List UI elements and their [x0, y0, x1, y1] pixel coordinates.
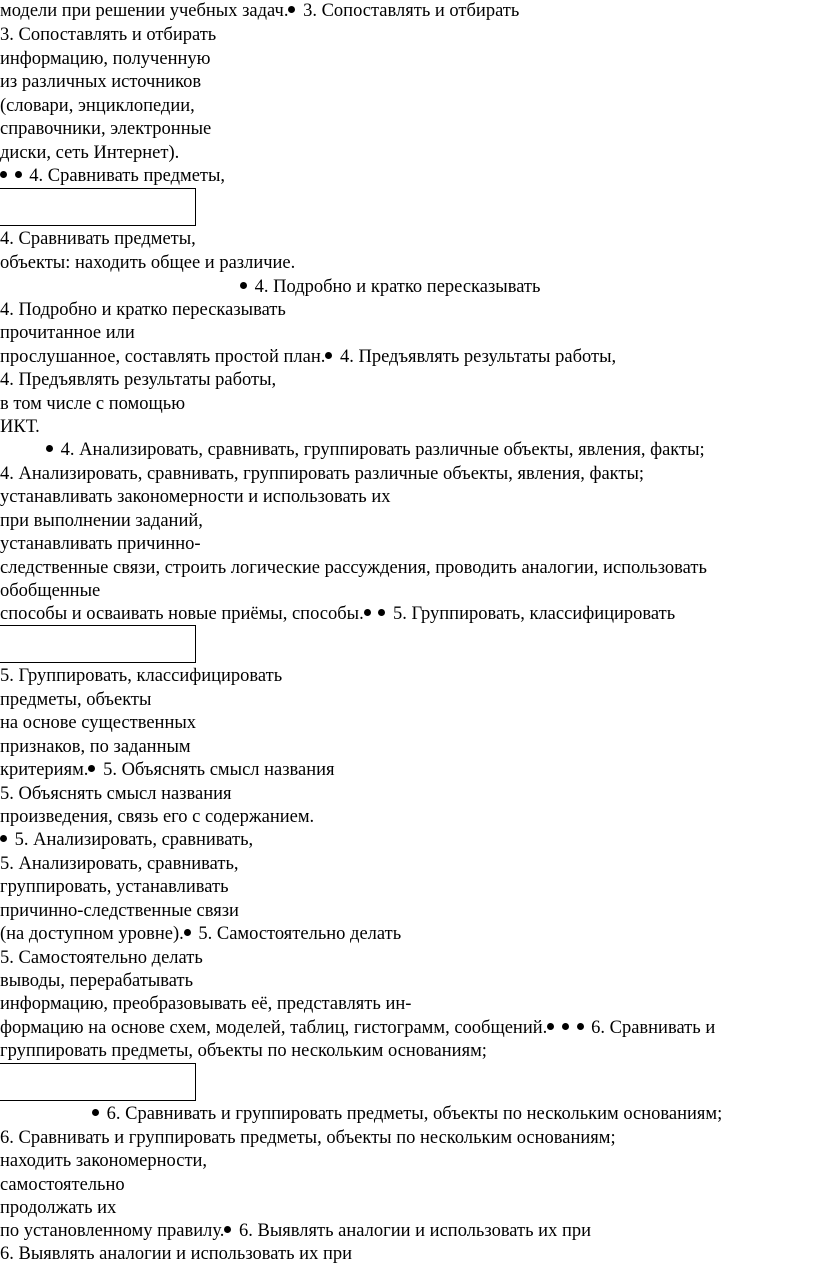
text-line: 4. Анализировать, сравнивать, группировать различные объекты, явления, факты;: [0, 464, 645, 484]
bullet-icon: [184, 929, 191, 936]
text-line: из различных источников: [0, 72, 202, 92]
blank-cell: [0, 188, 196, 226]
text-line: объекты: находить общее и различие.: [0, 253, 296, 273]
bullet-icon: [288, 6, 295, 13]
bullet-icon: [46, 445, 53, 452]
text-line: находить закономерности,: [0, 1151, 208, 1171]
text-line: способы и осваивать новые приёмы, способы. 5. Группировать, классифицировать: [0, 604, 676, 624]
text-line: обобщенные: [0, 581, 101, 601]
text-line: информацию, полученную: [0, 49, 211, 69]
bullet-icon: [15, 171, 22, 178]
bullet-icon: [378, 609, 385, 616]
text-line: 5. Анализировать, сравнивать,: [0, 829, 253, 852]
text-line: диски, сеть Интернет).: [0, 143, 180, 163]
text-line: в том числе с помощью: [0, 394, 186, 414]
bullet-icon: [547, 1023, 554, 1030]
text-line: устанавливать причинно-: [0, 534, 201, 554]
text-line: самостоятельно: [0, 1175, 125, 1195]
text-line: на основе существенных: [0, 713, 197, 733]
text-line: (на доступном уровне). 5. Самостоятельно делать: [0, 924, 402, 944]
text-line: 4. Сравнивать предметы,: [0, 229, 196, 249]
text-line: 4. Подробно и кратко пересказывать: [240, 276, 540, 299]
text-line: модели при решении учебных задач. 3. Сопоставлять и отбирать: [0, 1, 520, 21]
bullet-icon: [325, 352, 332, 359]
text-line: причинно-следственные связи: [0, 901, 239, 921]
bullet-icon: [577, 1023, 584, 1030]
text-line: группировать предметы, объекты по нескольким основаниям;: [0, 1041, 487, 1061]
text-line: при выполнении заданий,: [0, 511, 203, 531]
text-line: 4. Предъявлять результаты работы,: [0, 370, 277, 390]
text-line: 6. Сравнивать и группировать предметы, объекты по нескольким основаниям;: [0, 1128, 616, 1148]
text-line: 4. Анализировать, сравнивать, группировать различные объекты, явления, факты;: [46, 439, 705, 462]
bullet-icon: [88, 765, 95, 772]
text-line: 6. Сравнивать и группировать предметы, объекты по нескольким основаниям;: [92, 1103, 722, 1126]
bullet-icon: [0, 835, 7, 842]
text-line: 5. Группировать, классифицировать: [0, 666, 283, 686]
text-line: формацию на основе схем, моделей, таблиц, гистограмм, сообщений. 6. Сравнивать и: [0, 1018, 716, 1038]
text-line: признаков, по заданным: [0, 737, 191, 757]
text-line: ИКТ.: [0, 417, 40, 437]
text-line: продолжать их: [0, 1198, 117, 1218]
text-line: группировать, устанавливать: [0, 877, 229, 897]
text-line: следственные связи, строить логические рассуждения, проводить аналогии, использовать: [0, 558, 707, 578]
text-line: 5. Анализировать, сравнивать,: [0, 854, 239, 874]
text-line: 5. Самостоятельно делать: [0, 948, 203, 968]
text-line: информацию, преобразовывать её, представлять ин-: [0, 994, 412, 1014]
text-line: (словари, энциклопедии,: [0, 96, 195, 116]
bullet-icon: [0, 171, 7, 178]
text-line: 4. Подробно и кратко пересказывать: [0, 300, 286, 320]
text-line: справочники, электронные: [0, 119, 212, 139]
text-line: 5. Объяснять смысл названия: [0, 784, 232, 804]
text-line: произведения, связь его с содержанием.: [0, 807, 315, 827]
bullet-icon: [240, 282, 247, 289]
text-line: 6. Выявлять аналогии и использовать их при: [0, 1244, 352, 1264]
bullet-icon: [562, 1023, 569, 1030]
text-line: 4. Сравнивать предметы,: [0, 165, 225, 188]
text-line: устанавливать закономерности и использовать их: [0, 487, 391, 507]
text-line: выводы, перерабатывать: [0, 971, 194, 991]
text-line: прослушанное, составлять простой план. 4. Предъявлять результаты работы,: [0, 347, 617, 367]
text-line: 3. Сопоставлять и отбирать: [0, 25, 217, 45]
bullet-icon: [364, 609, 371, 616]
blank-cell: [0, 625, 196, 663]
text-line: критериям. 5. Объяснять смысл названия: [0, 760, 335, 780]
text-line: предметы, объекты: [0, 690, 152, 710]
bullet-icon: [224, 1226, 231, 1233]
blank-cell: [0, 1063, 196, 1101]
text-line: по установленному правилу. 6. Выявлять аналогии и использовать их при: [0, 1221, 592, 1241]
text-line: прочитанное или: [0, 323, 135, 343]
bullet-icon: [92, 1109, 99, 1116]
